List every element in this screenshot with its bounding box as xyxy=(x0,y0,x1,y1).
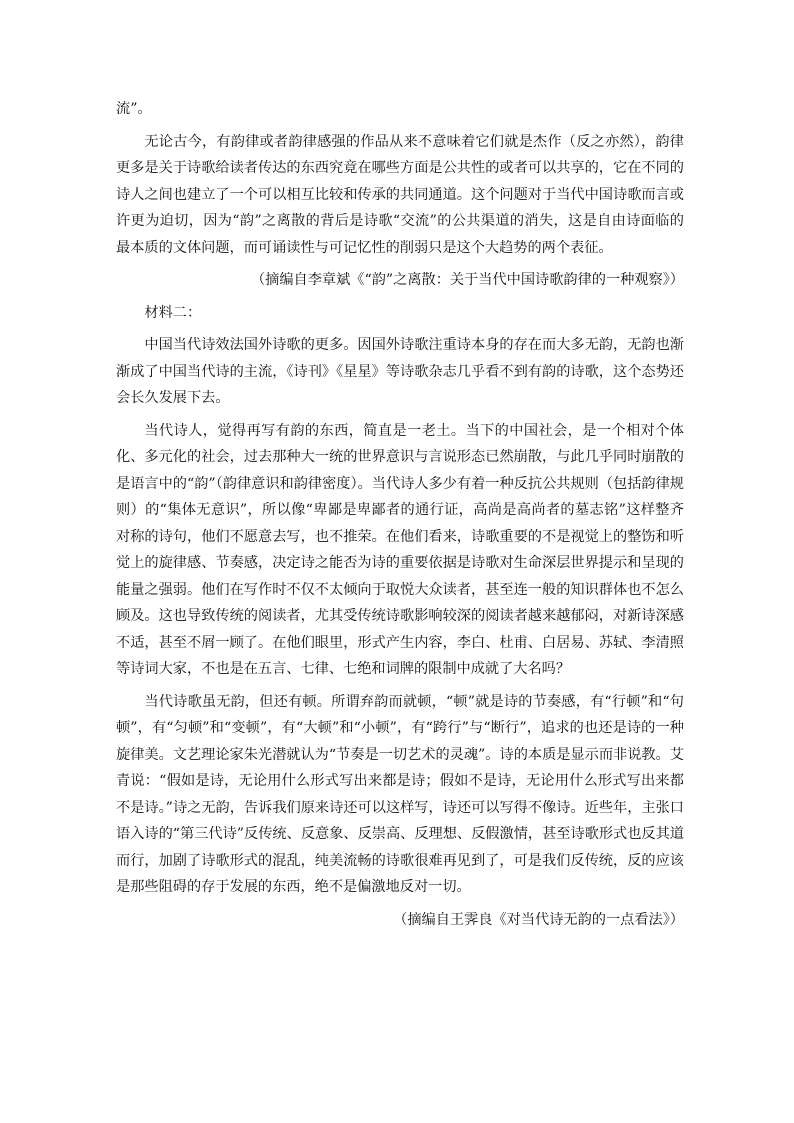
paragraph-rhythm-pause: 当代诗歌虽无韵，但还有顿。所谓弃韵而就顿，“顿”就是诗的节奏感，有“行顿”和“句顿”，有“匀顿”和“变顿”，有“大顿”和“小顿”，有“跨行”与“断行”，追求的也还是诗的一种旋律美。文艺理论家朱光潜就认为“节奏是一切艺术的灵魂”。诗的本质是显示而非说教。艾青说：“假如是诗，无论用什么形式写出来都是诗；假如不是诗，无论用什么形式写出来都不是诗。”诗之无韵，告诉我们原来诗还可以这样写，诗还可以写得不像诗。近些年，主张口语入诗的“第三代诗”反传统、反意象、反崇高、反理想、反假激情，甚至诗歌形式也反其道而行，加剧了诗歌形式的混乱，纯美流畅的诗歌很难再见到了，可是我们反传统，反的应该是那些阻碍的存于发展的东西，绝不是偏激地反对一切。 xyxy=(116,693,684,895)
source-citation-2: （摘编自王霁良《对当代诗无韵的一点看法》） xyxy=(393,911,684,928)
paragraph-continuation: 流”。 xyxy=(116,101,152,117)
document-page xyxy=(116,96,684,933)
paragraph-contemporary-poets: 当代诗人，觉得再写有韵的东西，简直是一老土。当下的中国社会，是一个相对个体化、多元化的社会，过去那种大一统的世界意识与言说形态已然崩散，与此几乎同时崩散的是语言中的“韵”（韵律意识和韵律密度）。当代诗人多少有着一种反抗公共规则（包括韵律规则）的“集体无意识”，所以像“卑鄙是卑鄙者的通行证，高尚是高尚者的墓志铭”这样整齐对称的诗句，他们不愿意去写，也不推荣。在他们看来，诗歌重要的不是视觉上的整饬和听觉上的旋律感、节奏感，决定诗之能否为诗的重要依据是诗歌对生命深层世界提示和呈现的能量之强弱。他们在写作时不仅不太倾向于取悦大众读者，甚至连一般的知识群体也不怎么顾及。这也导致传统的阅读者，尤其受传统诗歌影响较深的阅读者越来越郁闷，对新诗深感不适，甚至不屑一顾了。在他们眼里，形式产生内容，李白、杜甫、白居易、苏轼、李清照等诗词大家，不也是在五言、七律、七绝和词牌的限制中成就了大名吗？ xyxy=(116,422,684,677)
paragraph-rhythm-commonality: 无论古今，有韵律或者韵律感强的作品从来不意味着它们就是杰作（反之亦然），韵律更多是关于诗歌给读者传达的东西究竟在哪些方面是公共性的或者可以共享的，它在不同的诗人之间也建立了一个可以相互比较和传承的共同通道。这个问题对于当代中国诗歌而言或许更为迫切，因为“韵”之离散的背后是诗歌“交流”的公共渠道的消失，这是自由诗面临的最本质的文体问题，而可诵读性与可记忆性的削弱只是这个大趋势的两个表征。 xyxy=(116,133,684,256)
paragraph-foreign-influence: 中国当代诗效法国外诗歌的更多。因国外诗歌注重诗本身的存在而大多无韵，无韵也渐渐成了中国当代诗的主流，《诗刊》《星星》等诗歌杂志几乎看不到有韵的诗歌，这个态势还会长久发展下去。 xyxy=(116,337,684,406)
source-citation-1: （摘编自李章斌《“韵”之离散：关于当代中国诗歌韵律的一种观察》） xyxy=(250,272,684,288)
material-two-heading: 材料二： xyxy=(144,304,202,321)
